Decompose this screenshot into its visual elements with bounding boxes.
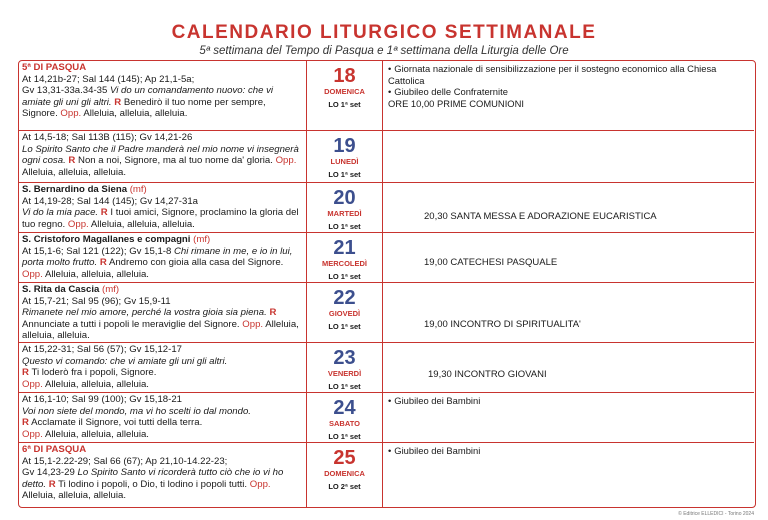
day-heading: 5ª DI PASQUA xyxy=(22,62,87,73)
alleluia: Alleluia, alleluia, alleluia. xyxy=(22,490,126,502)
day-number: 24 xyxy=(333,397,356,419)
date-cell xyxy=(306,393,383,442)
date-cell xyxy=(306,283,383,342)
scripture-refs: At 15,22-31; Sal 56 (57); Gv 15,12-17 xyxy=(22,344,182,355)
response-marker: R xyxy=(99,257,107,269)
day-name: VENERDÌ xyxy=(327,369,362,378)
alleluia: Alleluia, alleluia, alleluia. xyxy=(44,378,149,390)
saint-name: S. Rita da Cascia xyxy=(22,284,100,295)
scripture-refs-gospel: Gv 13,31-33a.34-35 xyxy=(22,85,108,97)
response-marker: R xyxy=(114,96,122,108)
events-cell xyxy=(384,233,754,282)
scripture-refs: At 15,7-21; Sal 95 (96); Gv 15,9-11 xyxy=(22,295,171,307)
calendar-table xyxy=(18,60,756,508)
antiphon: Lo Spirito Santo che il Padre manderà nel mio nome vi insegnerà ogni cosa. xyxy=(22,143,299,167)
events-cell xyxy=(384,61,754,130)
day-row-23 xyxy=(19,343,754,393)
event-item: • Giornata nazionale di sensibilizzazione per il sostegno economico alla Chiesa Cattolica xyxy=(388,63,750,86)
celebration-rank: (mf) xyxy=(193,234,211,245)
response-marker: R xyxy=(100,207,108,219)
date-cell xyxy=(306,233,383,282)
antiphon: Vi do la mia pace. xyxy=(22,207,99,219)
day-row-25 xyxy=(19,443,754,507)
readings-cell xyxy=(19,183,306,232)
day-row-21 xyxy=(19,233,754,283)
response-marker: R xyxy=(48,478,56,490)
day-name: SABATO xyxy=(329,419,360,428)
day-name: DOMENICA xyxy=(324,87,365,96)
liturgy-week: LO 1ª set xyxy=(328,322,361,331)
response: Non a noi, Signore, ma al tuo nome da' gloria. xyxy=(78,155,273,167)
scripture-refs: At 14,19-28; Sal 144 (145); Gv 14,27-31a xyxy=(22,195,198,207)
celebration-rank: (mf) xyxy=(129,184,147,195)
day-number: 23 xyxy=(333,347,356,369)
events-cell xyxy=(384,131,754,182)
day-row-19 xyxy=(19,131,754,183)
day-row-20 xyxy=(19,183,754,233)
events-cell xyxy=(384,183,754,232)
liturgy-week: LO 1ª set xyxy=(328,382,361,391)
readings-cell xyxy=(19,61,306,130)
publisher-footer: © Editrice ELLEDICI - Torino 2024 xyxy=(678,511,754,517)
antiphon: Voi non siete del mondo, ma vi ho scelti io dal mondo. xyxy=(22,405,251,417)
antiphon: Lo Spirito Santo vi ricorderà tutto ciò che io vi ho detto. xyxy=(22,467,284,490)
response-marker: R xyxy=(22,367,29,379)
response-marker: R xyxy=(68,155,76,167)
page-subtitle: 5ª settimana del Tempo di Pasqua e 1ª settimana della Liturgia delle Ore xyxy=(199,45,569,57)
event-item: • Giubileo delle Confraternite xyxy=(388,86,750,98)
day-row-18 xyxy=(19,61,754,131)
antiphon: Rimanete nel mio amore, perché la vostra gioia sia piena. xyxy=(22,307,267,319)
day-number: 22 xyxy=(333,287,356,309)
readings-cell xyxy=(19,131,306,182)
day-row-22 xyxy=(19,283,754,343)
readings-cell xyxy=(19,343,306,392)
event-note: 19,00 CATECHESI PASQUALE xyxy=(424,257,558,268)
day-number: 19 xyxy=(333,135,356,157)
scripture-refs: At 16,1-10; Sal 99 (100); Gv 15,18-21 xyxy=(22,394,182,405)
day-number: 20 xyxy=(333,187,356,209)
day-row-24 xyxy=(19,393,754,443)
alleluia: Alleluia, alleluia, alleluia. xyxy=(90,218,195,230)
response: I tuoi amici, Signore, proclamino la gloria del tuo regno. xyxy=(22,207,299,230)
day-name: LUNEDÌ xyxy=(330,157,359,166)
response: Benedirò il tuo nome per sempre, Signore. xyxy=(22,96,266,120)
day-number: 18 xyxy=(333,65,356,87)
day-name: GIOVEDÌ xyxy=(328,309,361,318)
antiphon: Vi do un comandamento nuovo: che vi amiate gli uni gli altri. xyxy=(22,85,274,108)
liturgy-week: LO 1ª set xyxy=(328,170,361,179)
opp-marker: Opp. xyxy=(60,108,82,120)
event-item: • Giubileo dei Bambini xyxy=(388,395,750,407)
scripture-refs: At 15,1-6; Sal 121 (122); Gv 15,1-8 xyxy=(22,245,172,257)
page-title: CALENDARIO LITURGICO SETTIMANALE xyxy=(171,22,597,43)
opp-marker: Opp. xyxy=(275,155,297,167)
event-note: ORE 10,00 PRIME COMUNIONI xyxy=(388,97,524,109)
scripture-refs: At 14,5-18; Sal 113B (115); Gv 14,21-26 xyxy=(22,132,193,143)
liturgy-week: LO 1ª set xyxy=(328,432,361,441)
liturgy-week: LO 1ª set xyxy=(328,100,361,109)
date-cell xyxy=(306,443,383,507)
response-marker: R xyxy=(22,417,29,429)
scripture-refs: At 15,1-2.22-29; Sal 66 (67); Ap 21,10-14.22-23; xyxy=(22,455,228,467)
liturgy-week: LO 1ª set xyxy=(328,272,361,281)
events-cell xyxy=(384,343,754,392)
opp-marker: Opp. xyxy=(22,268,43,280)
date-cell xyxy=(306,343,383,392)
antiphon: Chi rimane in me, e io in lui, porta molto frutto. xyxy=(22,245,293,269)
day-name: MARTEDÌ xyxy=(327,209,362,218)
day-name: DOMENICA xyxy=(324,469,365,478)
day-heading: 6ª DI PASQUA xyxy=(22,444,87,455)
response: Ti loderò fra i popoli, Signore. xyxy=(31,367,157,379)
antiphon: Questo vi comando: che vi amiate gli uni gli altri. xyxy=(22,355,228,367)
response: Acclamate il Signore, voi tutti della terra. xyxy=(31,417,203,429)
opp-marker: Opp. xyxy=(22,378,43,390)
alleluia: Alleluia, alleluia, alleluia. xyxy=(22,318,299,342)
date-cell xyxy=(306,131,383,182)
event-note: 19,30 INCONTRO GIOVANI xyxy=(428,369,547,380)
readings-cell xyxy=(19,393,306,442)
date-cell xyxy=(306,61,383,130)
response: Ti lodino i popoli, o Dio, ti lodino i popoli tutti. xyxy=(58,478,248,490)
day-number: 21 xyxy=(333,237,356,259)
day-name: MERCOLEDÌ xyxy=(322,259,367,268)
opp-marker: Opp. xyxy=(242,318,264,330)
scripture-refs: At 14,21b-27; Sal 144 (145); Ap 21,1-5a; xyxy=(22,73,195,85)
event-note: 20,30 SANTA MESSA E ADORAZIONE EUCARISTICA xyxy=(424,211,657,222)
opp-marker: Opp. xyxy=(22,428,43,440)
alleluia: Alleluia, alleluia, alleluia. xyxy=(22,166,126,178)
response-marker: R xyxy=(269,307,277,319)
opp-marker: Opp. xyxy=(249,478,271,490)
readings-cell xyxy=(19,233,306,282)
liturgy-week: LO 1ª set xyxy=(328,222,361,231)
alleluia: Alleluia, alleluia, alleluia. xyxy=(44,268,149,280)
alleluia: Alleluia, alleluia, alleluia. xyxy=(44,428,149,440)
events-cell xyxy=(384,283,754,342)
readings-cell xyxy=(19,283,306,342)
opp-marker: Opp. xyxy=(67,218,89,230)
events-cell xyxy=(384,443,754,507)
response: Annunciate a tutti i popoli le meraviglie del Signore. xyxy=(22,318,240,330)
date-cell xyxy=(306,183,383,232)
scripture-refs-gospel: Gv 14,23-29 xyxy=(22,467,75,479)
readings-cell xyxy=(19,443,306,507)
saint-name: S. Bernardino da Siena xyxy=(22,184,128,195)
day-number: 25 xyxy=(333,447,356,469)
liturgy-week: LO 2ª set xyxy=(328,482,361,491)
saint-name: S. Cristoforo Magallanes e compagni xyxy=(22,234,191,245)
celebration-rank: (mf) xyxy=(102,284,120,295)
event-item: • Giubileo dei Bambini xyxy=(388,445,750,457)
alleluia: Alleluia, alleluia, alleluia. xyxy=(83,108,188,120)
page-header xyxy=(0,22,768,58)
event-note: 19,00 INCONTRO DI SPIRITUALITA' xyxy=(424,319,581,330)
response: Andremo con gioia alla casa del Signore. xyxy=(108,257,284,269)
events-cell xyxy=(384,393,754,442)
